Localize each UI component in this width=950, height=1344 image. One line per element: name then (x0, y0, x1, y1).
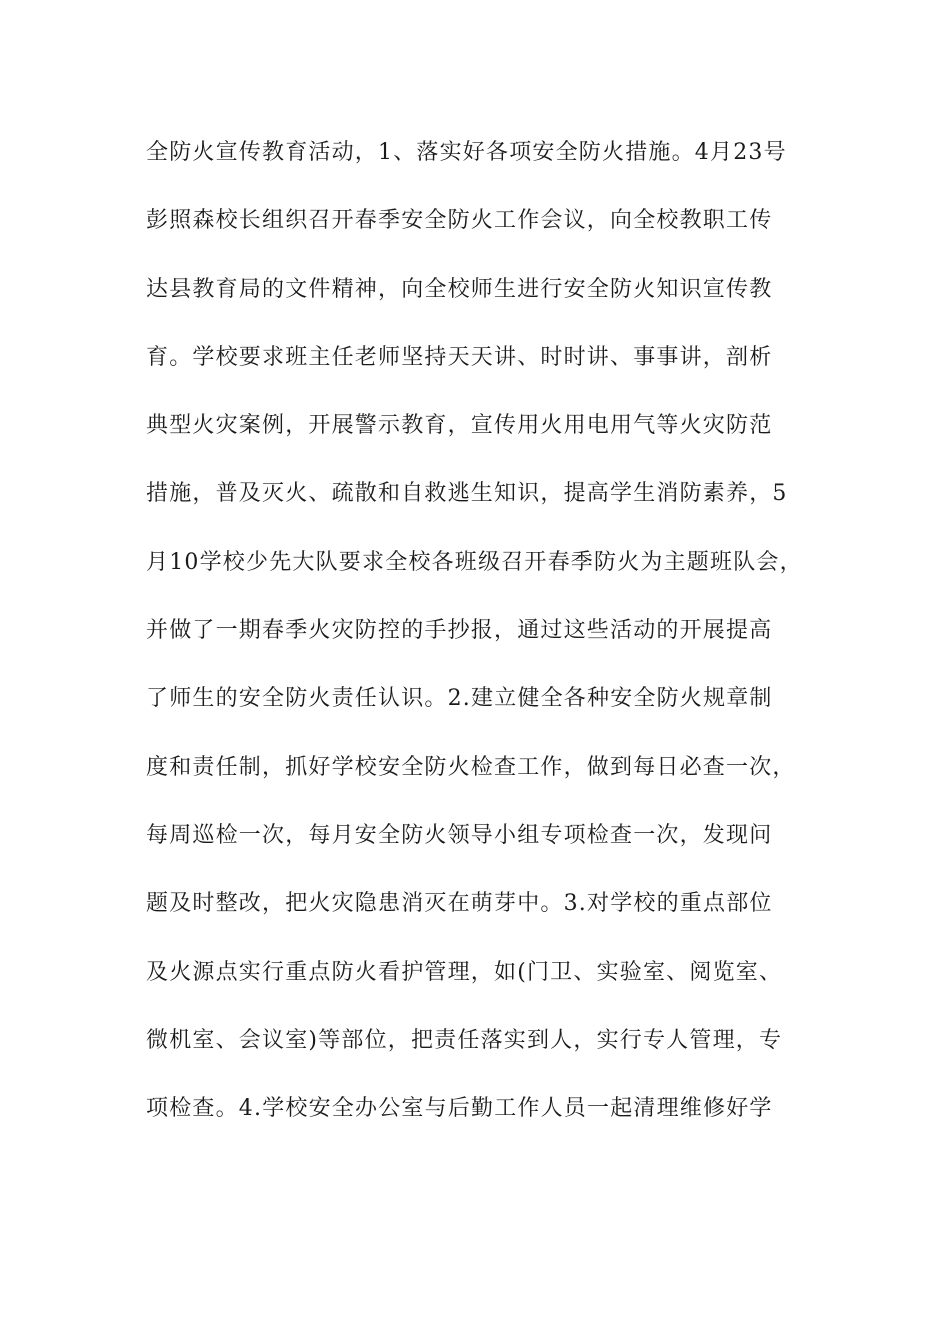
text-line: 育。学校要求班主任老师坚持天天讲、时时讲、事事讲，剖析 (146, 344, 773, 370)
text-line: 了师生的安全防火责任认识。2.建立健全各种安全防火规章制 (146, 686, 773, 712)
text-line: 及火源点实行重点防火看护管理，如(门卫、实验室、阅览室、 (146, 959, 783, 985)
text-line: 题及时整改，把火灾隐患消灭在萌芽中。3.对学校的重点部位 (146, 891, 773, 917)
text-line: 彭照森校长组织召开春季安全防火工作会议，向全校教职工传 (146, 208, 773, 234)
text-line: 微机室、会议室)等部位，把责任落实到人，实行专人管理，专 (146, 1027, 783, 1053)
body-text (146, 130, 816, 1154)
text-line: 度和责任制，抓好学校安全防火检查工作，做到每日必查一次， (146, 754, 796, 780)
text-line: 措施，普及灭火、疏散和自救逃生知识，提高学生消防素养，5 (146, 481, 788, 507)
text-line: 每周巡检一次，每月安全防火领导小组专项检查一次，发现问 (146, 822, 773, 848)
text-line: 并做了一期春季火灾防控的手抄报，通过这些活动的开展提高 (146, 618, 773, 644)
text-line: 典型火灾案例，开展警示教育，宣传用火用电用气等火灾防范 (146, 413, 773, 439)
text-line: 全防火宣传教育活动，1、落实好各项安全防火措施。4月23号 (146, 140, 787, 165)
text-line: 项检查。4.学校安全办公室与后勤工作人员一起清理维修好学 (146, 1096, 773, 1122)
text-line: 达县教育局的文件精神，向全校师生进行安全防火知识宣传教 (146, 276, 773, 302)
text-line: 月10学校少先大队要求全校各班级召开春季防火为主题班队会， (146, 549, 803, 575)
